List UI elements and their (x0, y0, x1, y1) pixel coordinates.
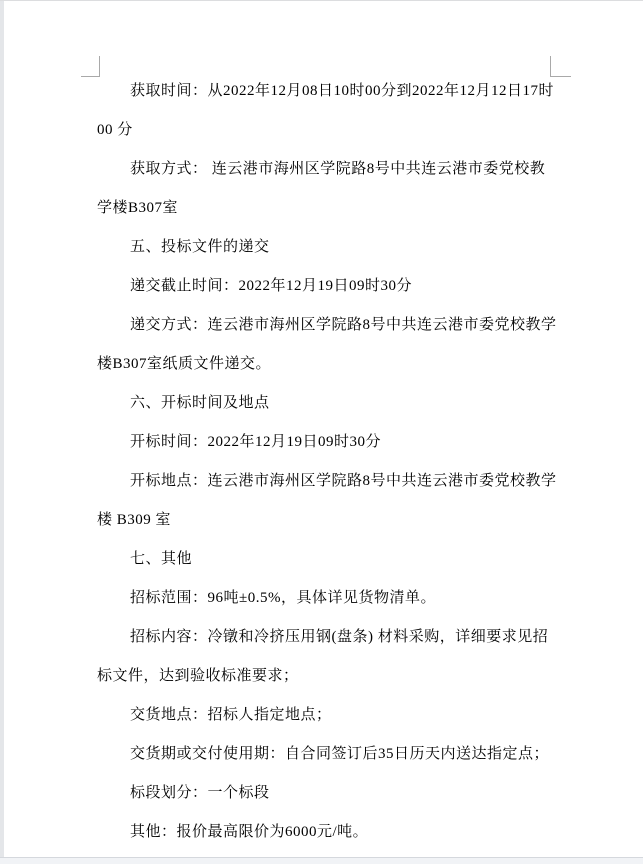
text-line: 00 分 (97, 122, 133, 138)
text-line: 标文件，达到验收标准要求； (97, 668, 299, 684)
text-line: 开标地点：连云港市海州区学院路8号中共连云港市委党校教学 (130, 473, 557, 489)
text-line: 楼B307室纸质文件递交。 (97, 356, 272, 372)
section-heading: 五、投标文件的递交 (130, 239, 270, 255)
section-heading: 六、开标时间及地点 (130, 395, 270, 411)
text-line: 标段划分：一个标段 (130, 785, 270, 801)
text-line: 开标时间：2022年12月19日09时30分 (130, 434, 382, 450)
text-line: 获取方式： 连云港市海州区学院路8号中共连云港市委党校教 (130, 161, 546, 177)
text-line: 招标范围：96吨±0.5%，具体详见货物清单。 (130, 590, 436, 606)
text-line: 楼 B309 室 (97, 512, 172, 528)
page-top-edge (0, 0, 643, 1)
window-bottom-edge (0, 857, 643, 864)
section-heading: 七、其他 (130, 551, 193, 567)
page-edge-strip (0, 0, 4, 864)
document-text-area[interactable] (97, 72, 567, 852)
text-line: 招标内容：冷镦和冷挤压用钢(盘条) 材料采购，详细要求见招 (130, 629, 549, 645)
text-line: 递交截止时间：2022年12月19日09时30分 (130, 278, 413, 294)
text-line: 其他：报价最高限价为6000元/吨。 (130, 824, 369, 840)
text-line: 交货地点：招标人指定地点； (130, 707, 332, 723)
text-line: 交货期或交付使用期：自合同签订后35日历天内送达指定点； (130, 746, 550, 762)
text-line: 递交方式：连云港市海州区学院路8号中共连云港市委党校教学 (130, 317, 557, 333)
text-line: 学楼B307室 (97, 200, 179, 216)
text-line: 获取时间：从2022年12月08日10时00分到2022年12月12日17时 (130, 83, 555, 99)
